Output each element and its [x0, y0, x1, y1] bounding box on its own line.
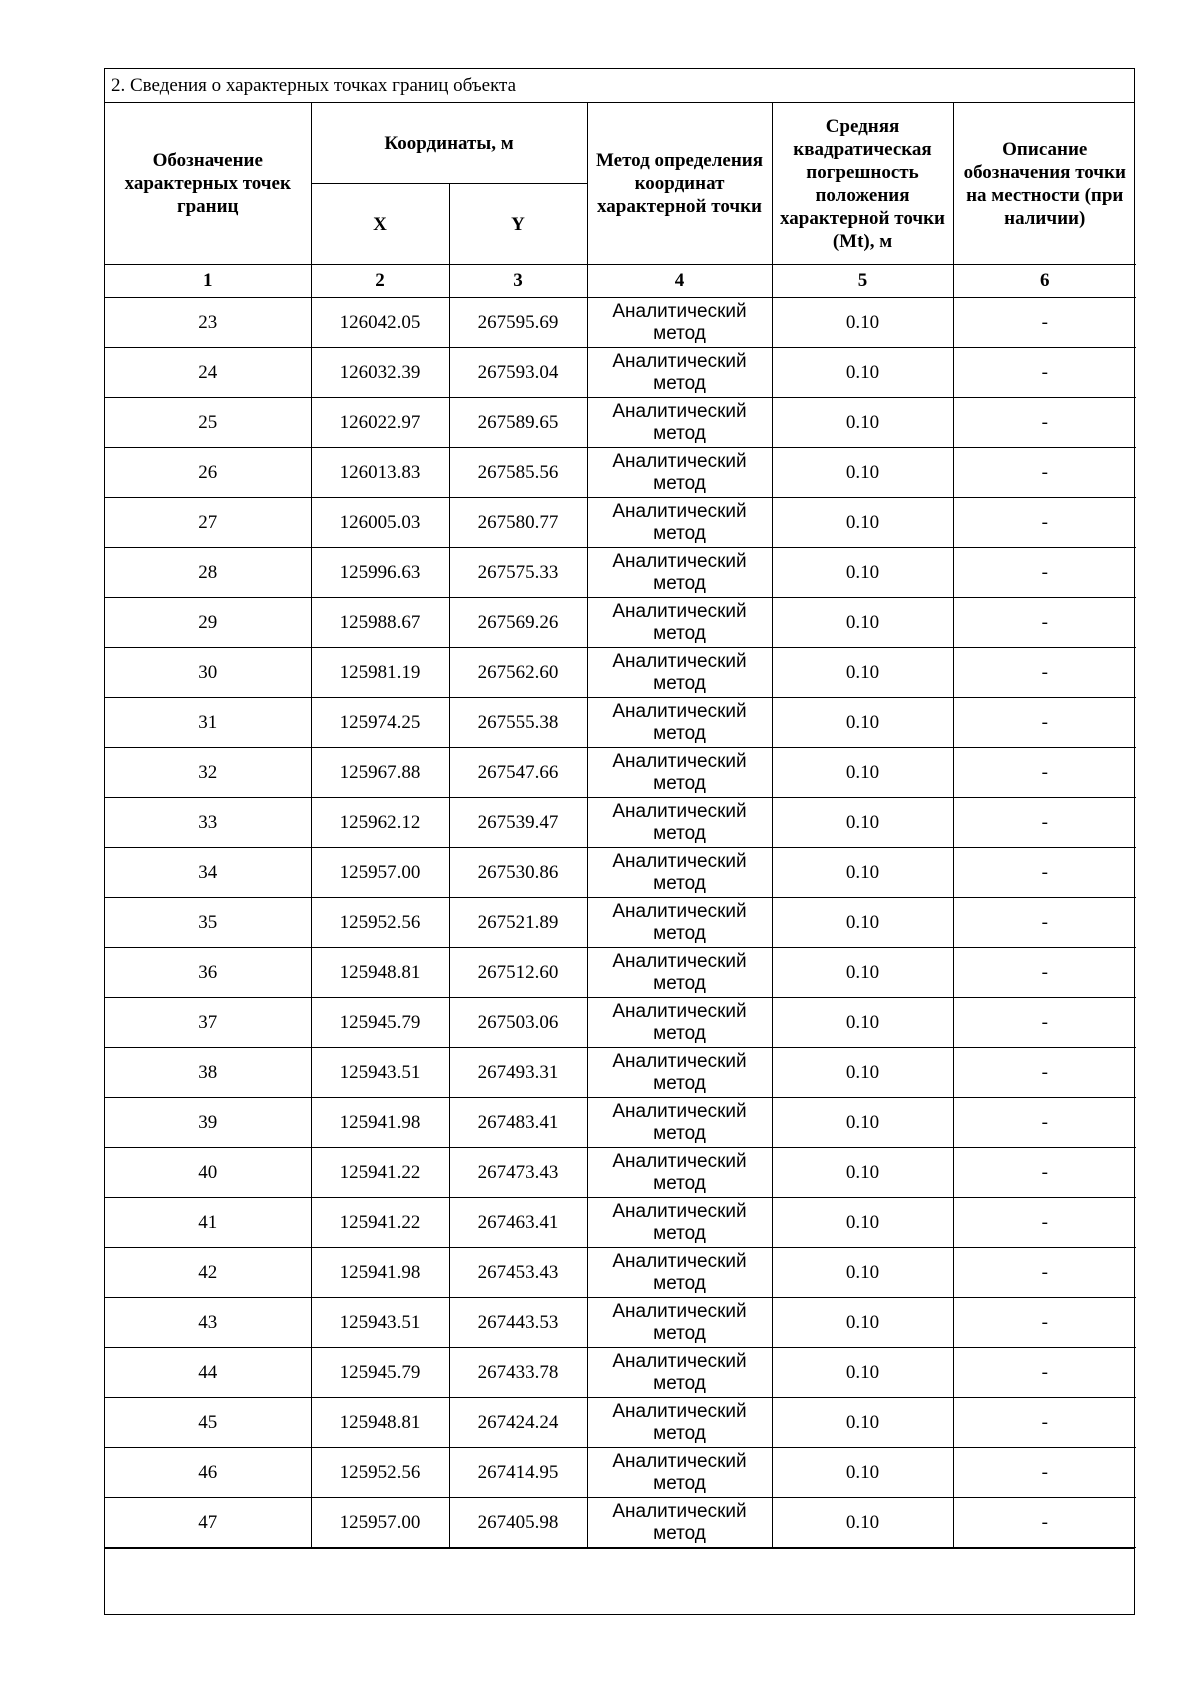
- description-cell: -: [953, 1348, 1136, 1398]
- table-row: [105, 598, 1136, 648]
- table-row: [105, 498, 1136, 548]
- y-coordinate-cell: 267503.06: [449, 998, 587, 1048]
- point-cell: 24: [105, 348, 311, 398]
- header-description: Описание обозначения точки на местности (при наличии): [953, 103, 1136, 265]
- description-cell: -: [953, 1048, 1136, 1098]
- x-coordinate-cell: 125941.98: [311, 1098, 449, 1148]
- description-cell: -: [953, 1498, 1136, 1548]
- boundary-points-table: [105, 103, 1136, 1548]
- header-coordinates: Координаты, м: [311, 103, 587, 184]
- point-cell: 36: [105, 948, 311, 998]
- table-row: [105, 1448, 1136, 1498]
- point-cell: 32: [105, 748, 311, 798]
- method-cell: Аналитический метод: [587, 1498, 772, 1548]
- description-cell: -: [953, 798, 1136, 848]
- point-cell: 31: [105, 698, 311, 748]
- method-cell: Аналитический метод: [587, 798, 772, 848]
- table-row: [105, 748, 1136, 798]
- point-cell: 37: [105, 998, 311, 1048]
- y-coordinate-cell: 267483.41: [449, 1098, 587, 1148]
- table-row: [105, 698, 1136, 748]
- x-coordinate-cell: 125948.81: [311, 1398, 449, 1448]
- method-cell: Аналитический метод: [587, 1248, 772, 1298]
- x-coordinate-cell: 125957.00: [311, 848, 449, 898]
- table-row: [105, 1348, 1136, 1398]
- point-cell: 46: [105, 1448, 311, 1498]
- x-coordinate-cell: 125952.56: [311, 1448, 449, 1498]
- blank-footer-row: [105, 1548, 1134, 1585]
- table-row: [105, 998, 1136, 1048]
- error-cell: 0.10: [772, 748, 953, 798]
- method-cell: Аналитический метод: [587, 1048, 772, 1098]
- x-coordinate-cell: 126042.05: [311, 298, 449, 348]
- x-coordinate-cell: 125996.63: [311, 548, 449, 598]
- header-y: Y: [449, 184, 587, 265]
- y-coordinate-cell: 267433.78: [449, 1348, 587, 1398]
- method-cell: Аналитический метод: [587, 848, 772, 898]
- description-cell: -: [953, 898, 1136, 948]
- method-cell: Аналитический метод: [587, 1198, 772, 1248]
- description-cell: -: [953, 848, 1136, 898]
- description-cell: -: [953, 1098, 1136, 1148]
- method-cell: Аналитический метод: [587, 398, 772, 448]
- table-row: [105, 1498, 1136, 1548]
- x-coordinate-cell: 125962.12: [311, 798, 449, 848]
- error-cell: 0.10: [772, 648, 953, 698]
- point-cell: 34: [105, 848, 311, 898]
- error-cell: 0.10: [772, 1398, 953, 1448]
- table-row: [105, 448, 1136, 498]
- table-row: [105, 1048, 1136, 1098]
- x-coordinate-cell: 125948.81: [311, 948, 449, 998]
- column-number: 4: [587, 265, 772, 298]
- column-number-row: [105, 265, 1136, 298]
- description-cell: -: [953, 648, 1136, 698]
- x-coordinate-cell: 125943.51: [311, 1298, 449, 1348]
- description-cell: -: [953, 498, 1136, 548]
- table-row: [105, 1298, 1136, 1348]
- column-number: 6: [953, 265, 1136, 298]
- method-cell: Аналитический метод: [587, 1098, 772, 1148]
- method-cell: Аналитический метод: [587, 998, 772, 1048]
- error-cell: 0.10: [772, 1298, 953, 1348]
- x-coordinate-cell: 126013.83: [311, 448, 449, 498]
- point-cell: 29: [105, 598, 311, 648]
- method-cell: Аналитический метод: [587, 298, 772, 348]
- error-cell: 0.10: [772, 998, 953, 1048]
- point-cell: 47: [105, 1498, 311, 1548]
- method-cell: Аналитический метод: [587, 748, 772, 798]
- table-row: [105, 648, 1136, 698]
- y-coordinate-cell: 267512.60: [449, 948, 587, 998]
- method-cell: Аналитический метод: [587, 1348, 772, 1398]
- table-row: [105, 298, 1136, 348]
- y-coordinate-cell: 267539.47: [449, 798, 587, 848]
- y-coordinate-cell: 267530.86: [449, 848, 587, 898]
- table-row: [105, 948, 1136, 998]
- y-coordinate-cell: 267593.04: [449, 348, 587, 398]
- point-cell: 43: [105, 1298, 311, 1348]
- y-coordinate-cell: 267585.56: [449, 448, 587, 498]
- x-coordinate-cell: 125941.22: [311, 1148, 449, 1198]
- description-cell: -: [953, 448, 1136, 498]
- point-cell: 28: [105, 548, 311, 598]
- description-cell: -: [953, 298, 1136, 348]
- point-cell: 39: [105, 1098, 311, 1148]
- error-cell: 0.10: [772, 498, 953, 548]
- y-coordinate-cell: 267589.65: [449, 398, 587, 448]
- x-coordinate-cell: 125981.19: [311, 648, 449, 698]
- y-coordinate-cell: 267424.24: [449, 1398, 587, 1448]
- header-row-top: [105, 103, 1136, 184]
- y-coordinate-cell: 267453.43: [449, 1248, 587, 1298]
- description-cell: -: [953, 1198, 1136, 1248]
- error-cell: 0.10: [772, 298, 953, 348]
- x-coordinate-cell: 125967.88: [311, 748, 449, 798]
- point-cell: 40: [105, 1148, 311, 1198]
- y-coordinate-cell: 267555.38: [449, 698, 587, 748]
- description-cell: -: [953, 598, 1136, 648]
- method-cell: Аналитический метод: [587, 498, 772, 548]
- method-cell: Аналитический метод: [587, 548, 772, 598]
- x-coordinate-cell: 125974.25: [311, 698, 449, 748]
- x-coordinate-cell: 125945.79: [311, 1348, 449, 1398]
- method-cell: Аналитический метод: [587, 598, 772, 648]
- error-cell: 0.10: [772, 848, 953, 898]
- x-coordinate-cell: 125988.67: [311, 598, 449, 648]
- header-method: Метод определения координат характерной точки: [587, 103, 772, 265]
- error-cell: 0.10: [772, 598, 953, 648]
- method-cell: Аналитический метод: [587, 348, 772, 398]
- table-row: [105, 1148, 1136, 1198]
- column-number: 5: [772, 265, 953, 298]
- y-coordinate-cell: 267463.41: [449, 1198, 587, 1248]
- method-cell: Аналитический метод: [587, 448, 772, 498]
- error-cell: 0.10: [772, 1048, 953, 1098]
- point-cell: 35: [105, 898, 311, 948]
- error-cell: 0.10: [772, 348, 953, 398]
- error-cell: 0.10: [772, 898, 953, 948]
- y-coordinate-cell: 267575.33: [449, 548, 587, 598]
- y-coordinate-cell: 267414.95: [449, 1448, 587, 1498]
- y-coordinate-cell: 267580.77: [449, 498, 587, 548]
- description-cell: -: [953, 398, 1136, 448]
- method-cell: Аналитический метод: [587, 1448, 772, 1498]
- point-cell: 23: [105, 298, 311, 348]
- error-cell: 0.10: [772, 1098, 953, 1148]
- x-coordinate-cell: 126032.39: [311, 348, 449, 398]
- error-cell: 0.10: [772, 398, 953, 448]
- table-row: [105, 398, 1136, 448]
- error-cell: 0.10: [772, 448, 953, 498]
- error-cell: 0.10: [772, 1248, 953, 1298]
- table-row: [105, 1098, 1136, 1148]
- error-cell: 0.10: [772, 1198, 953, 1248]
- description-cell: -: [953, 748, 1136, 798]
- header-x: X: [311, 184, 449, 265]
- point-cell: 27: [105, 498, 311, 548]
- column-number: 2: [311, 265, 449, 298]
- error-cell: 0.10: [772, 1148, 953, 1198]
- description-cell: -: [953, 948, 1136, 998]
- y-coordinate-cell: 267547.66: [449, 748, 587, 798]
- method-cell: Аналитический метод: [587, 898, 772, 948]
- y-coordinate-cell: 267493.31: [449, 1048, 587, 1098]
- error-cell: 0.10: [772, 1498, 953, 1548]
- document-sheet: [104, 68, 1135, 1615]
- description-cell: -: [953, 348, 1136, 398]
- method-cell: Аналитический метод: [587, 1298, 772, 1348]
- description-cell: -: [953, 1398, 1136, 1448]
- error-cell: 0.10: [772, 948, 953, 998]
- table-row: [105, 798, 1136, 848]
- y-coordinate-cell: 267595.69: [449, 298, 587, 348]
- table-row: [105, 848, 1136, 898]
- x-coordinate-cell: 125941.22: [311, 1198, 449, 1248]
- error-cell: 0.10: [772, 548, 953, 598]
- description-cell: -: [953, 1148, 1136, 1198]
- method-cell: Аналитический метод: [587, 1148, 772, 1198]
- description-cell: -: [953, 1248, 1136, 1298]
- y-coordinate-cell: 267405.98: [449, 1498, 587, 1548]
- point-cell: 44: [105, 1348, 311, 1398]
- x-coordinate-cell: 125952.56: [311, 898, 449, 948]
- point-cell: 45: [105, 1398, 311, 1448]
- point-cell: 26: [105, 448, 311, 498]
- x-coordinate-cell: 125941.98: [311, 1248, 449, 1298]
- table-row: [105, 898, 1136, 948]
- table-row: [105, 1198, 1136, 1248]
- description-cell: -: [953, 1448, 1136, 1498]
- description-cell: -: [953, 1298, 1136, 1348]
- error-cell: 0.10: [772, 798, 953, 848]
- point-cell: 41: [105, 1198, 311, 1248]
- column-number: 1: [105, 265, 311, 298]
- x-coordinate-cell: 125945.79: [311, 998, 449, 1048]
- error-cell: 0.10: [772, 1448, 953, 1498]
- header-error: Средняя квадратическая погрешность положения характерной точки (Mt), м: [772, 103, 953, 265]
- y-coordinate-cell: 267443.53: [449, 1298, 587, 1348]
- description-cell: -: [953, 548, 1136, 598]
- point-cell: 42: [105, 1248, 311, 1298]
- y-coordinate-cell: 267569.26: [449, 598, 587, 648]
- point-cell: 38: [105, 1048, 311, 1098]
- method-cell: Аналитический метод: [587, 648, 772, 698]
- point-cell: 33: [105, 798, 311, 848]
- description-cell: -: [953, 998, 1136, 1048]
- y-coordinate-cell: 267521.89: [449, 898, 587, 948]
- x-coordinate-cell: 126005.03: [311, 498, 449, 548]
- method-cell: Аналитический метод: [587, 948, 772, 998]
- point-cell: 25: [105, 398, 311, 448]
- x-coordinate-cell: 125943.51: [311, 1048, 449, 1098]
- method-cell: Аналитический метод: [587, 698, 772, 748]
- table-row: [105, 1398, 1136, 1448]
- x-coordinate-cell: 125957.00: [311, 1498, 449, 1548]
- table-row: [105, 1248, 1136, 1298]
- method-cell: Аналитический метод: [587, 1398, 772, 1448]
- table-row: [105, 348, 1136, 398]
- section-title: 2. Сведения о характерных точках границ объекта: [105, 69, 1134, 103]
- error-cell: 0.10: [772, 1348, 953, 1398]
- y-coordinate-cell: 267562.60: [449, 648, 587, 698]
- header-designation: Обозначение характерных точек границ: [105, 103, 311, 265]
- y-coordinate-cell: 267473.43: [449, 1148, 587, 1198]
- table-row: [105, 548, 1136, 598]
- x-coordinate-cell: 126022.97: [311, 398, 449, 448]
- description-cell: -: [953, 698, 1136, 748]
- error-cell: 0.10: [772, 698, 953, 748]
- column-number: 3: [449, 265, 587, 298]
- point-cell: 30: [105, 648, 311, 698]
